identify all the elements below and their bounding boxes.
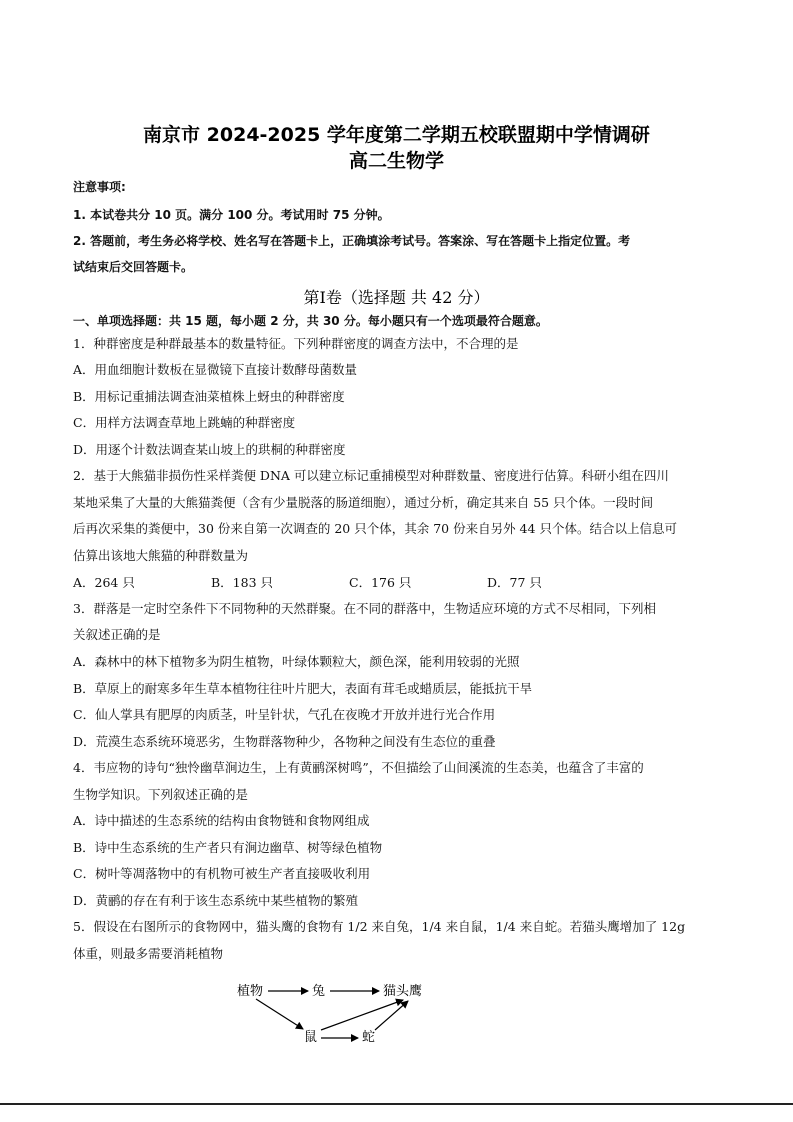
q2-stem-4: 估算出该地大熊猫的种群数量为 <box>73 548 249 563</box>
part-title: 第Ⅰ卷（选择题 共 42 分） <box>303 288 490 307</box>
q1-option-a: A．用血细胞计数板在显微镜下直接计数酵母菌数量 <box>73 362 358 377</box>
q1-option-d: D．用逐个计数法调查某山坡上的珙桐的种群密度 <box>73 442 346 457</box>
q2-option-c: C．176 只 <box>349 575 412 590</box>
q3-option-b: B．草原上的耐寒多年生草本植物往往叶片肥大，表面有茸毛或蜡质层，能抵抗干旱 <box>73 681 533 696</box>
page-bottom-rule <box>0 1103 793 1105</box>
q1-option-b: B．用标记重捕法调查油菜植株上蚜虫的种群密度 <box>73 389 345 404</box>
arrow-snake-owl <box>375 1001 408 1030</box>
exam-title: 南京市 2024-2025 学年度第二学期五校联盟期中学情调研 <box>143 124 650 146</box>
q5-stem-2: 体重，则最多需要消耗植物 <box>73 946 224 961</box>
q4-option-a: A．诗中描述的生态系统的结构由食物链和食物网组成 <box>73 813 370 828</box>
arrow-plant-mouse <box>256 999 303 1029</box>
notes-item-1: 1. 本试卷共分 10 页。满分 100 分。考试用时 75 分钟。 <box>73 208 390 222</box>
exam-subject: 高二生物学 <box>348 150 444 172</box>
arrow-mouse-owl <box>321 1000 403 1030</box>
q3-stem-2: 关叙述正确的是 <box>73 627 161 642</box>
q5-stem-1: 5．假设在右图所示的食物网中，猫头鹰的食物有 1/2 来自兔，1/4 来自鼠，1/4 来自蛇。若猫头鹰增加了 12g <box>73 919 686 934</box>
q1-option-c: C．用样方法调查草地上跳蝻的种群密度 <box>73 415 296 430</box>
node-snake: 蛇 <box>362 1030 376 1045</box>
q4-option-b: B．诗中生态系统的生产者只有涧边幽草、树等绿色植物 <box>73 840 383 855</box>
q2-stem-2: 某地采集了大量的大熊猫粪便（含有少量脱落的肠道细胞），通过分析，确定其来自 55 只个体。一段时间 <box>73 495 654 510</box>
node-mouse: 鼠 <box>304 1030 318 1045</box>
notes-item-2: 2. 答题前，考生务必将学校、姓名写在答题卡上，正确填涂考试号。答案涂、写在答题卡上指定位置。考 <box>73 234 631 248</box>
q2-option-d: D．77 只 <box>487 575 542 590</box>
q2-option-a: A．264 只 <box>73 575 135 590</box>
food-web-diagram <box>220 972 450 1052</box>
section-heading: 一、单项选择题：共 15 题，每小题 2 分，共 30 分。每小题只有一个选项最符合题意。 <box>73 314 548 328</box>
notes-heading: 注意事项: <box>73 180 126 194</box>
node-rabbit: 兔 <box>312 984 326 999</box>
node-plant: 植物 <box>237 984 264 999</box>
notes-item-2-cont: 试结束后交回答题卡。 <box>73 260 194 274</box>
q3-option-a: A．森林中的林下植物多为阴生植物，叶绿体颗粒大，颜色深，能利用较弱的光照 <box>73 654 520 669</box>
q2-stem-1: 2．基于大熊猫非损伤性采样粪便 DNA 可以建立标记重捕模型对种群数量、密度进行估算。科研小组在四川 <box>73 468 669 483</box>
q3-option-c: C．仙人掌具有肥厚的肉质茎，叶呈针状，气孔在夜晚才开放并进行光合作用 <box>73 707 496 722</box>
q3-stem-1: 3．群落是一定时空条件下不同物种的天然群聚。在不同的群落中，生物适应环境的方式不尽相同，下列相 <box>73 601 656 616</box>
q1-stem: 1．种群密度是种群最基本的数量特征。下列种群密度的调查方法中，不合理的是 <box>73 336 519 351</box>
q3-option-d: D．荒漠生态系统环境恶劣，生物群落物种少，各物种之间没有生态位的重叠 <box>73 734 496 749</box>
q4-option-c: C．树叶等凋落物中的有机物可被生产者直接吸收利用 <box>73 866 371 881</box>
q2-stem-3: 后再次采集的粪便中，30 份来自第一次调查的 20 只个体，其余 70 份来自另外 44 只个体。结合以上信息可 <box>73 521 677 536</box>
q4-option-d: D．黄鹂的存在有利于该生态系统中某些植物的繁殖 <box>73 893 359 908</box>
q2-option-b: B．183 只 <box>211 575 274 590</box>
node-owl: 猫头鹰 <box>383 984 423 999</box>
q4-stem-2: 生物学知识。下列叙述正确的是 <box>73 787 249 802</box>
q4-stem-1: 4．韦应物的诗句“独怜幽草涧边生，上有黄鹂深树鸣”，不但描绘了山间溪流的生态美，也蕴含了丰富的 <box>73 760 644 775</box>
